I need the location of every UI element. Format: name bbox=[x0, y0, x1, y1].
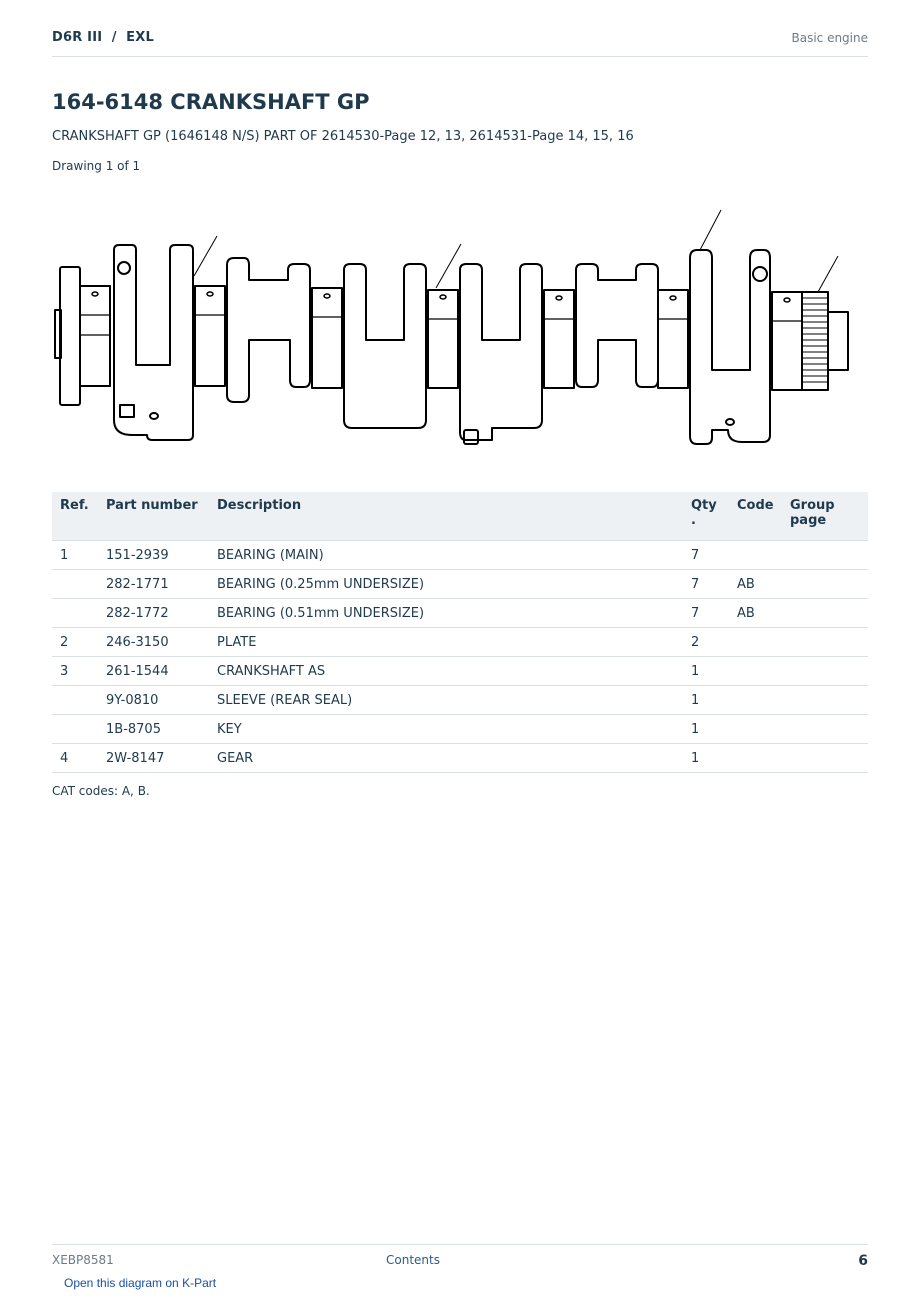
code-cell bbox=[729, 541, 782, 570]
ref-cell bbox=[52, 686, 98, 715]
group-page-cell bbox=[782, 570, 868, 599]
part-number-cell: 1B-8705 bbox=[98, 715, 209, 744]
part-number-cell: 246-3150 bbox=[98, 628, 209, 657]
description-cell: BEARING (0.51mm UNDERSIZE) bbox=[209, 599, 683, 628]
page-header bbox=[52, 28, 868, 57]
part-number-cell: 282-1771 bbox=[98, 570, 209, 599]
code-cell bbox=[729, 628, 782, 657]
page-number: 6 bbox=[858, 1253, 868, 1269]
ref-cell bbox=[52, 715, 98, 744]
qty-cell: 1 bbox=[683, 744, 729, 773]
ref-cell: 2 bbox=[52, 628, 98, 657]
qty-cell: 2 bbox=[683, 628, 729, 657]
qty-cell: 7 bbox=[683, 541, 729, 570]
description-cell: GEAR bbox=[209, 744, 683, 773]
table-row bbox=[52, 570, 868, 599]
ref-cell bbox=[52, 599, 98, 628]
page-title: 164-6148 CRANKSHAFT GP bbox=[52, 90, 370, 114]
description-cell: PLATE bbox=[209, 628, 683, 657]
table-header-row bbox=[52, 492, 868, 541]
table-row bbox=[52, 686, 868, 715]
table-row bbox=[52, 628, 868, 657]
qty-cell: 1 bbox=[683, 657, 729, 686]
code-cell: AB bbox=[729, 570, 782, 599]
column-header-qty: Qty . bbox=[683, 492, 729, 541]
page-subtitle: CRANKSHAFT GP (1646148 N/S) PART OF 2614530-Page 12, 13, 2614531-Page 14, 15, 16 bbox=[52, 129, 634, 144]
description-cell: KEY bbox=[209, 715, 683, 744]
model-name: D6R III / EXL bbox=[52, 30, 154, 45]
group-page-cell bbox=[782, 686, 868, 715]
qty-cell: 7 bbox=[683, 570, 729, 599]
code-cell bbox=[729, 715, 782, 744]
group-page-cell bbox=[782, 628, 868, 657]
code-cell bbox=[729, 657, 782, 686]
group-page-cell bbox=[782, 715, 868, 744]
kpart-diagram-link[interactable]: Open this diagram on K-Part bbox=[64, 1276, 217, 1290]
part-number-cell: 2W-8147 bbox=[98, 744, 209, 773]
part-number-cell: 9Y-0810 bbox=[98, 686, 209, 715]
parts-table bbox=[52, 492, 868, 773]
contents-link[interactable]: Contents bbox=[386, 1253, 440, 1267]
description-cell: CRANKSHAFT AS bbox=[209, 657, 683, 686]
table-row bbox=[52, 744, 868, 773]
qty-cell: 1 bbox=[683, 715, 729, 744]
group-page-cell bbox=[782, 541, 868, 570]
code-cell bbox=[729, 686, 782, 715]
drawing-label: Drawing 1 of 1 bbox=[52, 159, 141, 173]
ref-cell bbox=[52, 570, 98, 599]
ref-cell: 1 bbox=[52, 541, 98, 570]
column-header-description: Description bbox=[209, 492, 683, 541]
part-number-cell: 261-1544 bbox=[98, 657, 209, 686]
table-row bbox=[52, 541, 868, 570]
code-cell: AB bbox=[729, 599, 782, 628]
group-page-cell bbox=[782, 599, 868, 628]
column-header-ref: Ref. bbox=[52, 492, 98, 541]
group-page-cell bbox=[782, 744, 868, 773]
column-header-code: Code bbox=[729, 492, 782, 541]
qty-cell: 1 bbox=[683, 686, 729, 715]
ref-cell: 3 bbox=[52, 657, 98, 686]
description-cell: BEARING (MAIN) bbox=[209, 541, 683, 570]
description-cell: BEARING (0.25mm UNDERSIZE) bbox=[209, 570, 683, 599]
description-cell: SLEEVE (REAR SEAL) bbox=[209, 686, 683, 715]
table-row bbox=[52, 715, 868, 744]
part-number-cell: 151-2939 bbox=[98, 541, 209, 570]
group-page-cell bbox=[782, 657, 868, 686]
section-name: Basic engine bbox=[791, 31, 868, 45]
ref-cell: 4 bbox=[52, 744, 98, 773]
qty-cell: 7 bbox=[683, 599, 729, 628]
part-number-cell: 282-1772 bbox=[98, 599, 209, 628]
code-cell bbox=[729, 744, 782, 773]
crankshaft-diagram bbox=[52, 180, 868, 470]
column-header-part-number: Part number bbox=[98, 492, 209, 541]
table-row bbox=[52, 599, 868, 628]
column-header-group-page: Group page bbox=[782, 492, 868, 541]
table-row bbox=[52, 657, 868, 686]
document-id: XEBP8581 bbox=[52, 1253, 114, 1267]
cat-codes-note: CAT codes: A, B. bbox=[52, 784, 150, 798]
